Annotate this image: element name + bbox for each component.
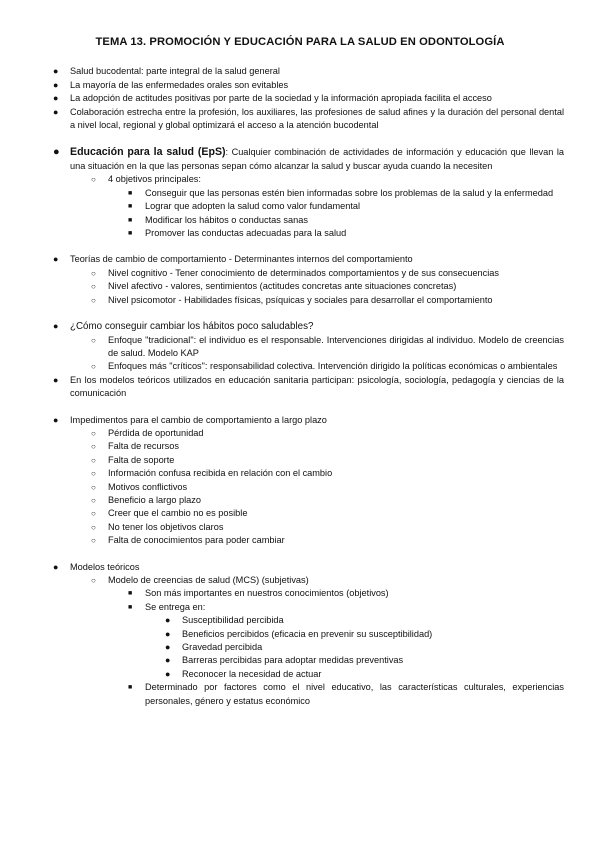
list-item: ○ Enfoque "tradicional": el individuo es el responsable. Intervenciones dirigidas al individuo. Modelo de creencias de salud. Modelo KAP: [91, 334, 564, 358]
list-item: ■ Se entrega en:: [36, 601, 564, 614]
bullet-icon: ●: [165, 668, 171, 679]
eps-definition-text: : Cualquier combinación de actividades de información y educación que llevan la una situación en la que las personas sepan cómo alcanzar la salud y buscar ayuda cuando la necesiten: [70, 147, 564, 172]
bullet-icon: ●: [53, 414, 59, 425]
square-bullet-icon: ■: [128, 216, 133, 224]
list-item: ○ Información confusa recibida en relación con el cambio: [36, 467, 564, 480]
circle-bullet-icon: ○: [91, 428, 96, 438]
page-title: TEMA 13. PROMOCIÓN Y EDUCACIÓN PARA LA SALUD EN ODONTOLOGÍA: [95, 36, 505, 48]
eps-term: Educación para la salud (EpS): [70, 146, 226, 159]
list-item: ● Impedimentos para el cambio de comportamiento a largo plazo: [36, 414, 564, 427]
circle-bullet-icon: ○: [91, 509, 96, 519]
list-item: ● Reconocer la necesidad de actuar: [36, 668, 564, 681]
circle-bullet-icon: ○: [91, 495, 96, 505]
eps-section: [36, 145, 564, 240]
bullet-icon: ●: [53, 93, 59, 104]
circle-bullet-icon: ○: [91, 335, 96, 345]
circle-bullet-icon: ○: [91, 295, 96, 305]
list-item: ● La adopción de actitudes positivas por parte de la sociedad y la información apropiada facilita el acceso: [36, 92, 564, 105]
bullet-icon: ●: [53, 79, 59, 90]
list-item: ● La mayoría de las enfermedades orales son evitables: [36, 79, 564, 92]
list-item: ○ Creer que el cambio no es posible: [36, 507, 564, 520]
list-item: ● Beneficios percibidos (eficacia en prevenir su susceptibilidad): [36, 628, 564, 641]
square-bullet-icon: ■: [128, 230, 133, 238]
circle-bullet-icon: ○: [91, 455, 96, 465]
bullet-icon: ●: [53, 321, 59, 332]
list-item: ■ Son más importantes en nuestros conocimientos (objetivos): [36, 587, 564, 600]
circle-bullet-icon: ○: [91, 536, 96, 546]
list-item: ○ Falta de recursos: [36, 440, 564, 453]
circle-bullet-icon: ○: [91, 482, 96, 492]
list-item: ○ Beneficio a largo plazo: [36, 494, 564, 507]
list-item: ■ Lograr que adopten la salud como valor fundamental: [36, 200, 564, 213]
list-item: ■ Determinado por factores como el nivel educativo, las características culturales, experiencias personales, género y estatus económico: [128, 682, 564, 706]
list-item: ■ Promover las conductas adecuadas para la salud: [36, 227, 564, 240]
bullet-icon: ●: [53, 254, 59, 265]
square-bullet-icon: ■: [128, 189, 133, 197]
intro-list: [36, 65, 564, 132]
models-section: [36, 561, 564, 708]
list-item: ● Modelos teóricos: [36, 561, 564, 574]
list-item: ● En los modelos teóricos utilizados en educación sanitaria participan: psicología, sociología, pedagogía y ciencias de la comunicación: [53, 374, 564, 399]
eps-definition: [36, 145, 564, 173]
list-item: ○ No tener los objetivos claros: [36, 521, 564, 534]
list-item: ● Gravedad percibida: [36, 641, 564, 654]
bullet-icon: ●: [53, 374, 59, 385]
bullet-icon: ●: [165, 655, 171, 666]
bullet-icon: ●: [53, 561, 59, 572]
circle-bullet-icon: ○: [91, 522, 96, 532]
bullet-icon: ●: [165, 642, 171, 653]
circle-bullet-icon: ○: [91, 282, 96, 292]
list-item: ■ Modificar los hábitos o conductas sanas: [36, 214, 564, 227]
theories-section: [36, 253, 564, 307]
bullet-icon: ●: [53, 146, 60, 159]
circle-bullet-icon: ○: [91, 442, 96, 452]
list-item: ○ Falta de soporte: [36, 454, 564, 467]
list-item: ○ Nivel psicomotor - Habilidades físicas, psíquicas y sociales para desarrollar el comportamiento: [36, 294, 564, 307]
bullet-icon: ●: [53, 66, 59, 77]
circle-bullet-icon: ○: [91, 576, 96, 585]
list-item: ● Salud bucodental: parte integral de la salud general: [36, 65, 564, 78]
square-bullet-icon: ■: [128, 590, 133, 598]
bullet-icon: ●: [165, 615, 171, 626]
impediments-section: [36, 414, 564, 548]
circle-bullet-icon: ○: [91, 268, 96, 278]
list-item: ○ 4 objetivos principales:: [36, 173, 564, 186]
habits-section: [36, 320, 564, 400]
list-item: ● Susceptibilidad percibida: [36, 614, 564, 627]
list-item: ○ Falta de conocimientos para poder cambiar: [36, 534, 564, 547]
list-item: ● ¿Cómo conseguir cambiar los hábitos poco saludables?: [53, 321, 314, 333]
list-item: ● Colaboración estrecha entre la profesión, los auxiliares, las profesiones de salud afines y la duración del personal dental a nivel local, regional y global optimizará el acceso a la atención bucodental: [53, 106, 564, 131]
square-bullet-icon: ■: [128, 684, 133, 692]
list-item: ○ Enfoques más "críticos": responsabilidad colectiva. Intervención dirigido la políticas económicas o ambientales: [36, 360, 564, 373]
square-bullet-icon: ■: [128, 203, 133, 211]
list-item: ○ Pérdida de oportunidad: [36, 427, 564, 440]
bullet-icon: ●: [165, 628, 171, 639]
circle-bullet-icon: ○: [91, 175, 96, 185]
list-item: ● Barreras percibidas para adoptar medidas preventivas: [36, 654, 564, 667]
list-item: ■ Conseguir que las personas estén bien informadas sobre los problemas de la salud y la enfermedad: [36, 187, 564, 200]
list-item: ● Teorías de cambio de comportamiento - Determinantes internos del comportamiento: [36, 253, 564, 266]
square-bullet-icon: ■: [128, 603, 133, 611]
bullet-icon: ●: [53, 106, 59, 117]
circle-bullet-icon: ○: [91, 469, 96, 479]
list-item: ○ Motivos conflictivos: [36, 481, 564, 494]
list-item: ○ Nivel cognitivo - Tener conocimiento de determinados comportamientos y de sus consecuencias: [36, 267, 564, 280]
circle-bullet-icon: ○: [91, 362, 96, 372]
list-item: ○ Modelo de creencias de salud (MCS) (subjetivas): [36, 574, 564, 587]
list-item: ○ Nivel afectivo - valores, sentimientos (actitudes concretas ante situaciones concretas): [36, 280, 564, 293]
